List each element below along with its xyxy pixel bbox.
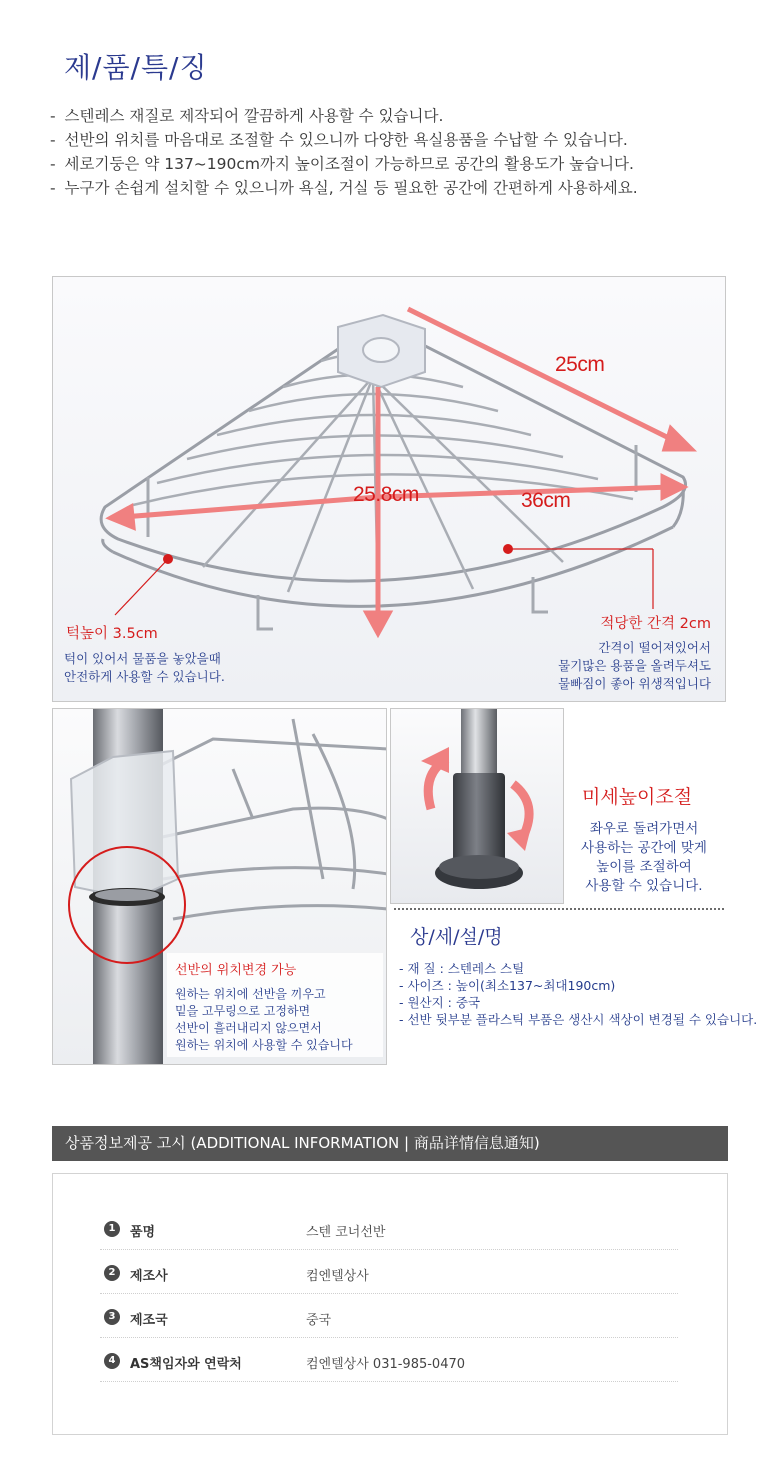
info-row: [100, 1339, 678, 1382]
height-adjuster-photo: [390, 708, 564, 904]
section-divider: [394, 908, 724, 910]
info-row: [100, 1207, 678, 1250]
feature-item: - 선반의 위치를 마음대로 조절할 수 있으니까 다양한 욕실용품을 수납할 수 있습니다.: [50, 128, 638, 152]
position-desc-line: 밑을 고무링으로 고정하면: [175, 1004, 311, 1018]
info-table: [52, 1173, 728, 1435]
row-number-badge: 2: [104, 1265, 120, 1281]
info-row: [100, 1295, 678, 1338]
rim-height-desc: [64, 650, 225, 686]
position-desc-line: 원하는 위치에 선반을 끼우고: [175, 987, 326, 1001]
position-change-caption: [167, 953, 383, 1057]
detail-item: - 사이즈 : 높이(최소137~최대190cm): [399, 977, 759, 994]
rim-desc-line: 안전하게 사용할 수 있습니다.: [64, 669, 225, 684]
gap-desc-line: 물기많은 용품을 올려두셔도: [558, 658, 711, 673]
details-list: [399, 960, 759, 1028]
row-number-badge: 3: [104, 1309, 120, 1325]
position-desc-line: 원하는 위치에 사용할 수 있습니다: [175, 1038, 353, 1052]
info-header: 상품정보제공 고시 (ADDITIONAL INFORMATION | 商品详情信息通知): [52, 1126, 728, 1161]
dimension-label-36cm: 36cm: [521, 489, 571, 512]
row-number-badge: 4: [104, 1353, 120, 1369]
detail-item: - 재 질 : 스텐레스 스틸: [399, 960, 759, 977]
position-desc-line: 선반이 흘러내리지 않으면서: [175, 1021, 322, 1035]
detail-item: - 원산지 : 중국: [399, 994, 759, 1011]
info-value: 중국: [306, 1313, 332, 1328]
gap-desc-line: 물빠짐이 좋아 위생적입니다: [558, 676, 711, 691]
details-title: 상/세/설/명: [410, 926, 503, 948]
fine-adjust-title: 미세높이조절: [582, 786, 693, 808]
info-row: [100, 1251, 678, 1294]
fine-desc-line: 좌우로 돌려가면서: [589, 821, 699, 837]
dimension-label-258cm: 25.8cm: [353, 483, 419, 506]
fine-desc-line: 높이를 조절하여: [596, 859, 692, 875]
gap-desc-line: 간격이 떨어져있어서: [598, 640, 711, 655]
feature-item: - 누구가 손쉽게 설치할 수 있으니까 욕실, 거실 등 필요한 공간에 간편하게 사용하세요.: [50, 176, 638, 200]
row-number-badge: 1: [104, 1221, 120, 1237]
fine-desc-line: 사용하는 공간에 맞게: [581, 840, 707, 856]
feature-item: - 스텐레스 재질로 제작되어 깔끔하게 사용할 수 있습니다.: [50, 104, 638, 128]
position-change-desc: [175, 986, 375, 1054]
detail-item: - 선반 뒷부분 플라스틱 부품은 생산시 색상이 변경될 수 있습니다.: [399, 1011, 759, 1028]
corner-connector-icon: [338, 315, 425, 387]
gap-title: 적당한 간격 2cm: [600, 616, 711, 632]
shelf-position-panel: [52, 708, 387, 1065]
fine-desc-line: 사용할 수 있습니다.: [585, 878, 703, 894]
info-label: 품명: [130, 1225, 156, 1240]
page-title: 제/품/특/징: [64, 51, 208, 84]
shelf-dimension-panel: [52, 276, 726, 702]
rim-height-title: 턱높이 3.5cm: [66, 626, 158, 642]
info-value: 컴엔텔상사 031-985-0470: [306, 1357, 466, 1372]
fine-adjust-desc: [560, 820, 728, 896]
rim-desc-line: 턱이 있어서 물품을 놓았을때: [64, 651, 221, 666]
position-change-title: 선반의 위치변경 가능: [175, 963, 297, 978]
feature-item: - 세로기둥은 약 137~190cm까지 높이조절이 가능하므로 공간의 활용도가 높습니다.: [50, 152, 638, 176]
feature-list: [50, 104, 638, 200]
info-label: 제조사: [130, 1269, 168, 1284]
info-value: 스텐 코너선반: [306, 1225, 386, 1240]
dimension-label-25cm: 25cm: [555, 353, 605, 376]
gap-desc: [558, 639, 711, 693]
info-label: 제조국: [130, 1313, 168, 1328]
info-label: AS책임자와 연락처: [130, 1357, 242, 1372]
height-adjuster-illustration: [391, 709, 564, 904]
info-value: 컴엔텔상사: [306, 1269, 369, 1284]
